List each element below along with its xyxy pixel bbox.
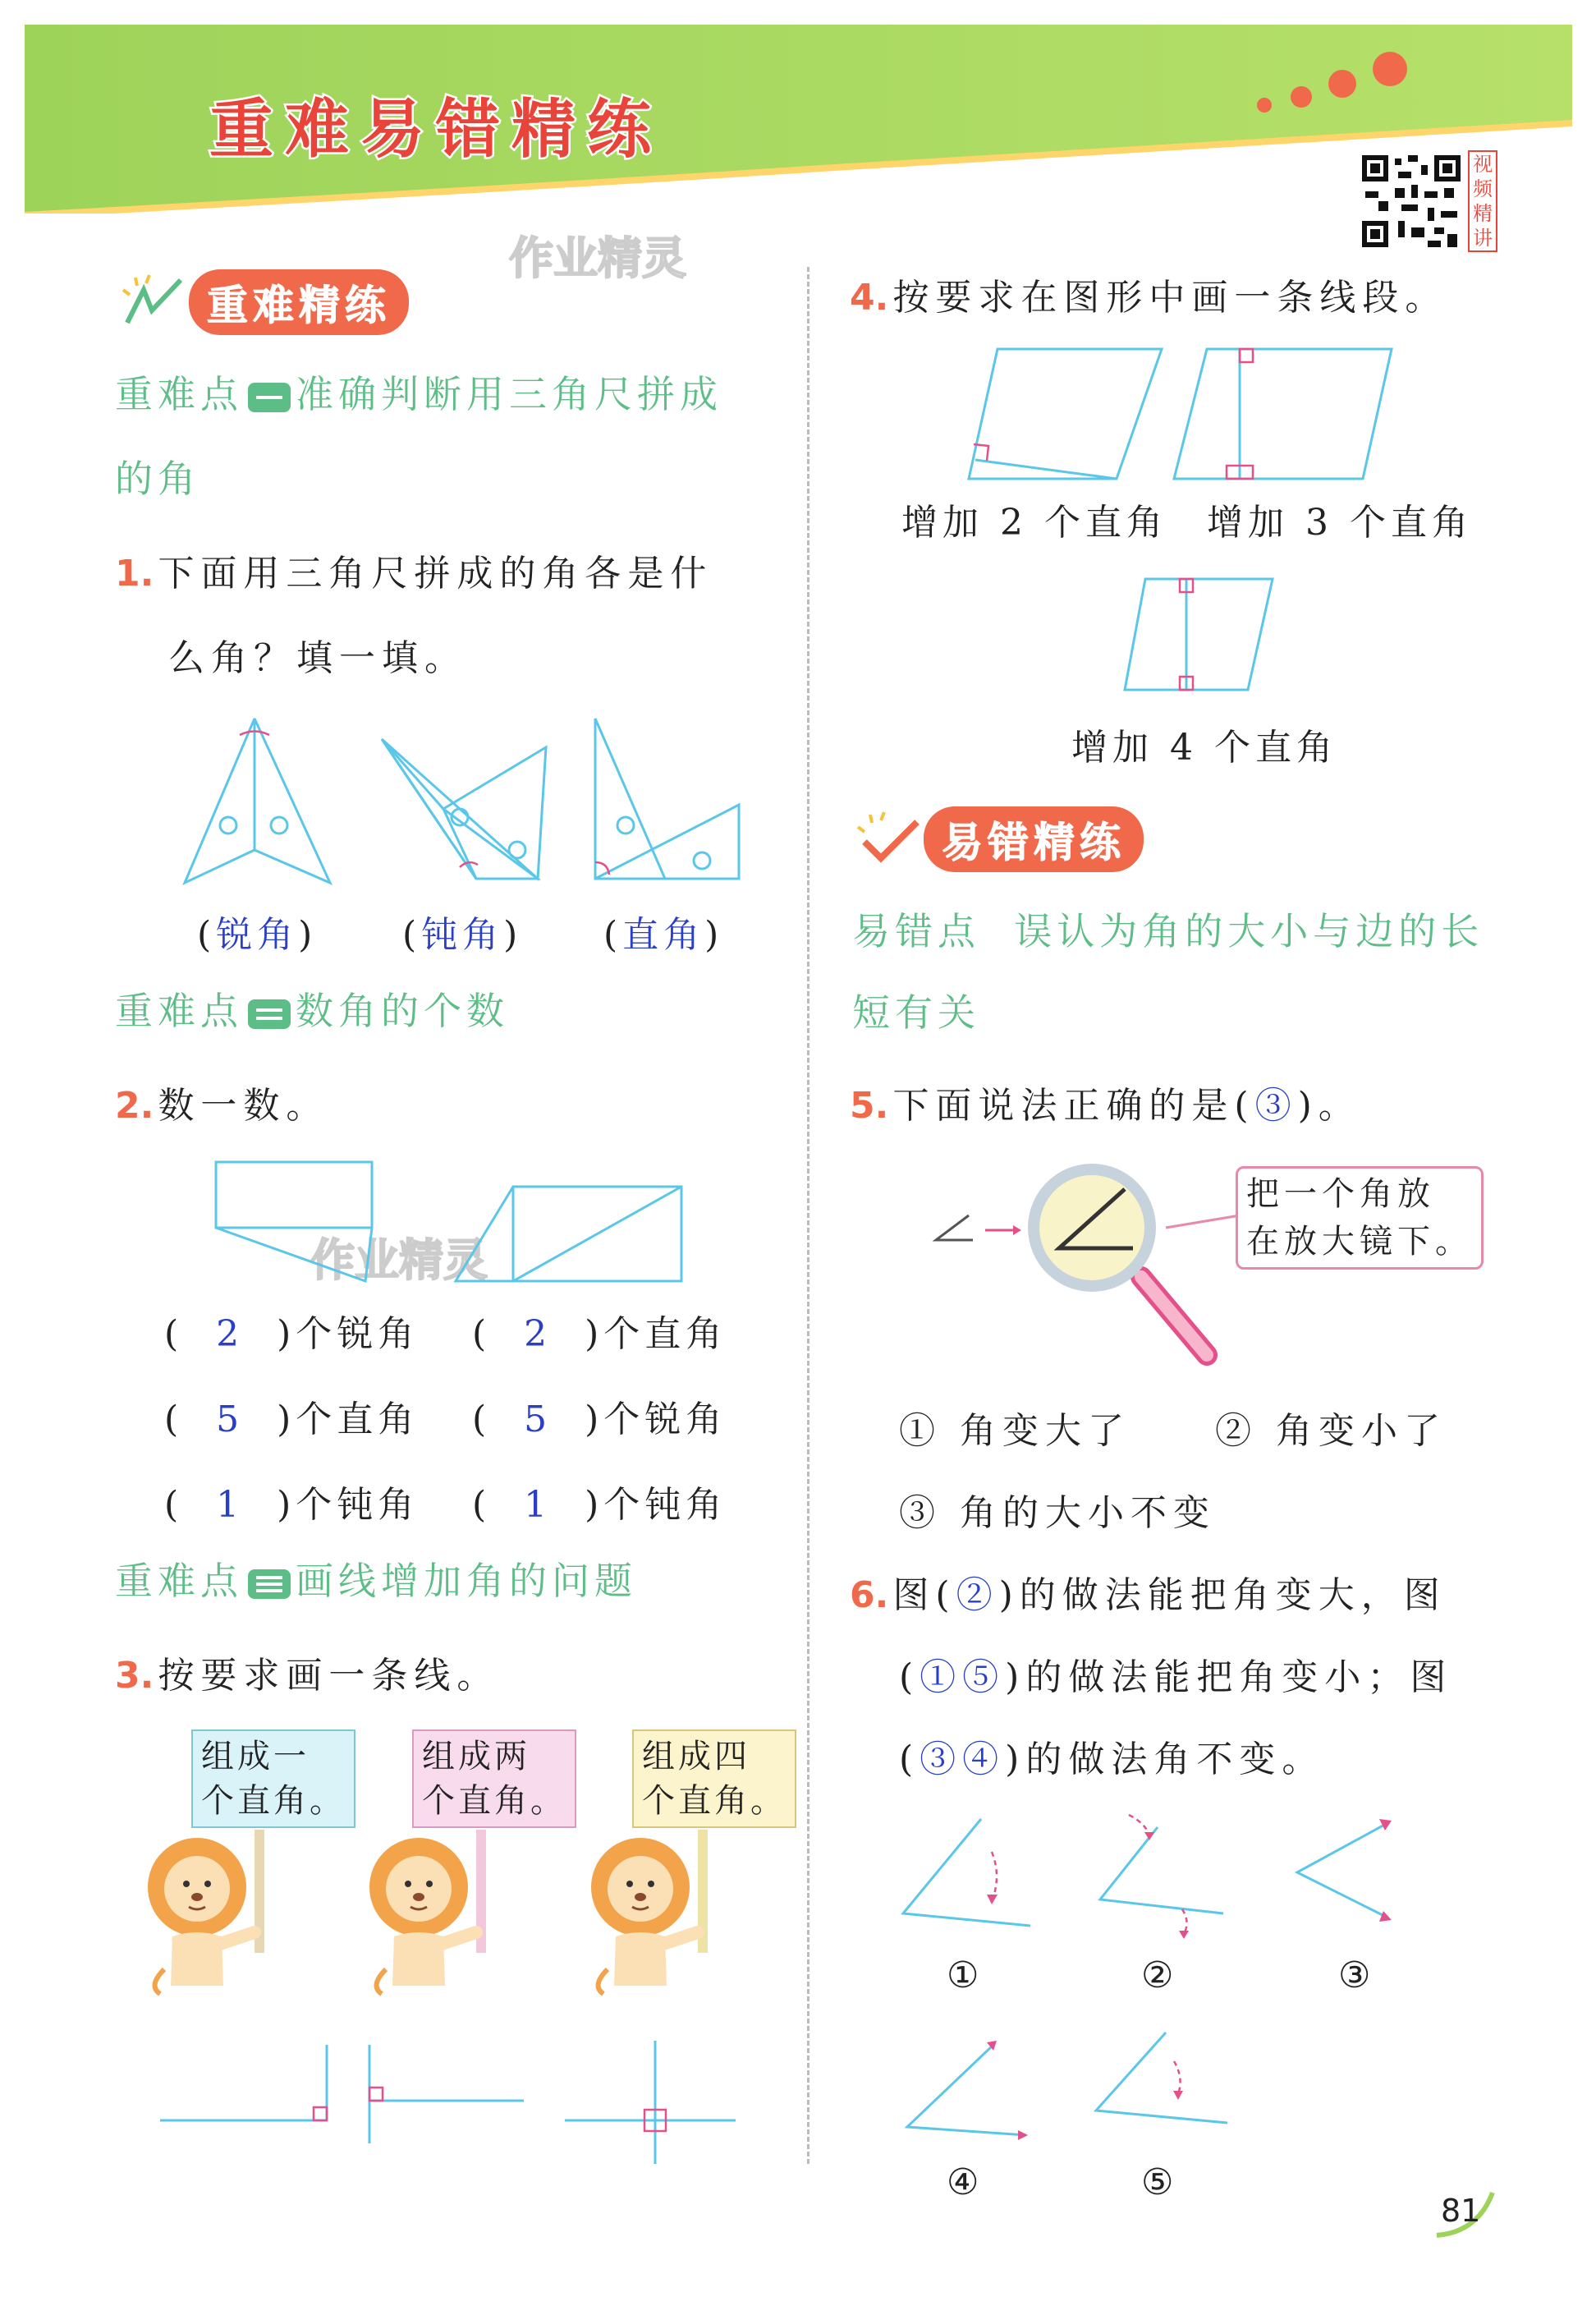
answer-figure-3 xyxy=(565,2041,736,2164)
angle-figure-2 xyxy=(1100,1815,1223,1939)
sign-text: 个直角。 xyxy=(201,1782,346,1820)
q2-row1-right: ( 2 )个直角 xyxy=(472,1313,727,1355)
section-heading-mistake xyxy=(850,806,1144,872)
number-two-badge xyxy=(248,999,291,1029)
angle-figure-4 xyxy=(907,2041,1028,2140)
question-5 xyxy=(850,1076,1361,1128)
key-point-text: 数角的个数 xyxy=(296,989,509,1033)
key-point-prefix: 重难点 xyxy=(115,372,243,416)
star-sparkle-icon xyxy=(115,273,189,331)
q2-row3-right: ( 1 )个钝角 xyxy=(472,1484,727,1526)
key-point-1-line2: 的角 xyxy=(115,457,200,501)
blank-label: 个直角 xyxy=(296,1399,420,1440)
key-point-1 xyxy=(115,372,722,416)
question-1 xyxy=(115,544,713,596)
key-point-prefix: 易错点 xyxy=(852,909,980,953)
number-one-badge xyxy=(248,383,291,412)
q4-label-1: 增加 2 个直角 xyxy=(901,502,1167,544)
bubble-text: 在放大镜下。 xyxy=(1246,1223,1473,1261)
q1-answer-3: (直角) xyxy=(603,914,724,956)
question-6 xyxy=(850,1565,1447,1618)
blank-label: 个锐角 xyxy=(296,1313,420,1355)
blank-label: 个钝角 xyxy=(296,1484,420,1526)
bubble-pointer xyxy=(1166,1215,1240,1228)
mistake-point xyxy=(852,909,1484,953)
question-text: )的做法能把角变小；图 xyxy=(1005,1656,1453,1698)
question-number: 1. xyxy=(115,553,154,595)
angle-figure-1 xyxy=(903,1819,1030,1926)
q3-answer-lines xyxy=(156,2037,747,2168)
answer: 直角 xyxy=(622,914,705,956)
sign-text: 组成一 xyxy=(201,1738,310,1775)
mistake-point-line2: 短有关 xyxy=(852,990,980,1035)
key-point-3 xyxy=(115,1559,637,1603)
q2-row2-right: ( 5 )个锐角 xyxy=(472,1399,727,1440)
question-text: 按要求在图形中画一条线段。 xyxy=(892,277,1448,319)
question-4 xyxy=(850,268,1447,320)
fig-label-3: ③ xyxy=(1338,1954,1371,1996)
q4-label-2: 增加 3 个直角 xyxy=(1207,502,1473,544)
lion-icon xyxy=(148,1830,264,1994)
page-number: 81 xyxy=(1441,2193,1481,2229)
sign-3 xyxy=(632,1729,796,1828)
question-text: 下面说法正确的是( xyxy=(892,1085,1255,1127)
question-number: 6. xyxy=(850,1574,889,1616)
lion-icon xyxy=(369,1830,486,1994)
q1-answer-2: (钝角) xyxy=(402,914,523,956)
section-heading-hard xyxy=(115,269,409,335)
key-point-text: 误认为角的大小与边的长 xyxy=(1014,909,1484,953)
question-text: 图( xyxy=(892,1574,956,1616)
watermark: 作业精灵 xyxy=(509,232,686,284)
fig-label-5: ⑤ xyxy=(1141,2161,1174,2203)
question-2 xyxy=(115,1076,328,1128)
angle-figure-3 xyxy=(1297,1819,1392,1922)
answer: 1 xyxy=(216,1484,245,1526)
answer: 2 xyxy=(524,1313,553,1355)
question-6-line2 xyxy=(899,1647,1452,1700)
answer: 钝角 xyxy=(421,914,504,956)
fig-label-4: ④ xyxy=(947,2161,979,2203)
key-point-text: 准确判断用三角尺拼成 xyxy=(296,372,722,416)
q5-option-2: ② 角变小了 xyxy=(1215,1410,1447,1452)
section-title: 易错精练 xyxy=(924,806,1144,872)
question-number: 2. xyxy=(115,1085,154,1127)
sign-2 xyxy=(412,1729,576,1828)
question-text: 下面用三角尺拼成的角各是什 xyxy=(158,553,713,595)
answer: ③④ xyxy=(920,1739,1006,1780)
figure-right xyxy=(595,719,739,879)
sign-text: 组成四 xyxy=(642,1738,750,1775)
q2-row1-left: ( 2 )个锐角 xyxy=(164,1313,420,1355)
question-text: )。 xyxy=(1297,1085,1361,1127)
key-point-prefix: 重难点 xyxy=(115,1559,243,1603)
sign-text: 组成两 xyxy=(422,1738,530,1775)
key-point-prefix: 重难点 xyxy=(115,989,243,1033)
key-point-text: 画线增加角的问题 xyxy=(296,1559,637,1603)
sign-text: 个直角。 xyxy=(422,1782,566,1820)
question-number: 3. xyxy=(115,1655,154,1697)
qr-code-icon xyxy=(1359,152,1464,250)
q2-row3-left: ( 1 )个钝角 xyxy=(164,1484,420,1526)
q5-option-3: ③ 角的大小不变 xyxy=(899,1492,1216,1534)
answer: ③ xyxy=(1254,1085,1298,1127)
qr-label: 视频精讲 xyxy=(1468,150,1497,252)
figure-obtuse xyxy=(382,739,546,879)
lion-icon xyxy=(591,1830,708,1994)
blank-label: 个锐角 xyxy=(603,1399,727,1440)
answer: 锐角 xyxy=(216,914,299,956)
page-title: 重难易错精练 xyxy=(209,93,663,167)
question-text: 按要求画一条线。 xyxy=(158,1655,500,1697)
count-angles-figures xyxy=(209,1154,702,1293)
q1-answer-1: (锐角) xyxy=(197,914,318,956)
angle-figure-5 xyxy=(1096,2033,1227,2123)
question-6-line3 xyxy=(899,1729,1324,1782)
question-1-line2: 么角？填一填。 xyxy=(168,637,467,679)
parallelogram-1 xyxy=(969,349,1162,479)
q5-option-1: ① 角变大了 xyxy=(899,1410,1130,1452)
answer: ①⑤ xyxy=(920,1656,1006,1698)
parallelogram-2 xyxy=(1174,349,1392,479)
arrow-icon xyxy=(985,1225,1021,1235)
key-point-2 xyxy=(115,989,509,1033)
sign-text: 个直角。 xyxy=(642,1782,787,1820)
question-text: )的做法角不变。 xyxy=(1005,1739,1325,1780)
magnifier-icon xyxy=(1028,1164,1207,1355)
parallelogram-3 xyxy=(1125,579,1273,690)
blank-label: 个钝角 xyxy=(603,1484,727,1526)
answer: 1 xyxy=(524,1484,553,1526)
sign-1 xyxy=(191,1729,355,1828)
lion-mascots xyxy=(140,1830,813,2002)
answer-figure-2 xyxy=(369,2045,524,2143)
question-text: 数一数。 xyxy=(158,1085,329,1127)
bubble-text: 把一个角放 xyxy=(1246,1175,1435,1213)
fig-label-1: ① xyxy=(947,1954,979,1996)
figure-acute xyxy=(185,719,330,883)
blank-label: 个直角 xyxy=(603,1313,727,1355)
answer: 5 xyxy=(216,1399,245,1440)
question-text: )的做法能把角变大，图 xyxy=(998,1574,1447,1616)
answer: 5 xyxy=(524,1399,553,1440)
magnifier-figure xyxy=(928,1150,1256,1371)
answer: 2 xyxy=(216,1313,245,1355)
small-angle-icon xyxy=(936,1215,973,1240)
check-sparkle-icon xyxy=(850,811,924,868)
answer-figure-1 xyxy=(160,2045,327,2120)
question-number: 5. xyxy=(850,1085,889,1127)
q4-label-3: 增加 4 个直角 xyxy=(1071,727,1337,769)
speech-bubble xyxy=(1236,1166,1484,1270)
section-title: 重难精练 xyxy=(189,269,409,335)
watermark: 作业精灵 xyxy=(310,1234,488,1286)
answer: ② xyxy=(956,1574,999,1616)
triangle-ruler-figures xyxy=(172,706,764,903)
question-3 xyxy=(115,1646,499,1698)
number-three-badge xyxy=(248,1569,291,1599)
fig-label-2: ② xyxy=(1141,1954,1174,1996)
question-number: 4. xyxy=(850,277,889,319)
question-text: ( xyxy=(899,1656,920,1698)
question-text: ( xyxy=(899,1739,920,1780)
q2-row2-left: ( 5 )个直角 xyxy=(164,1399,420,1440)
